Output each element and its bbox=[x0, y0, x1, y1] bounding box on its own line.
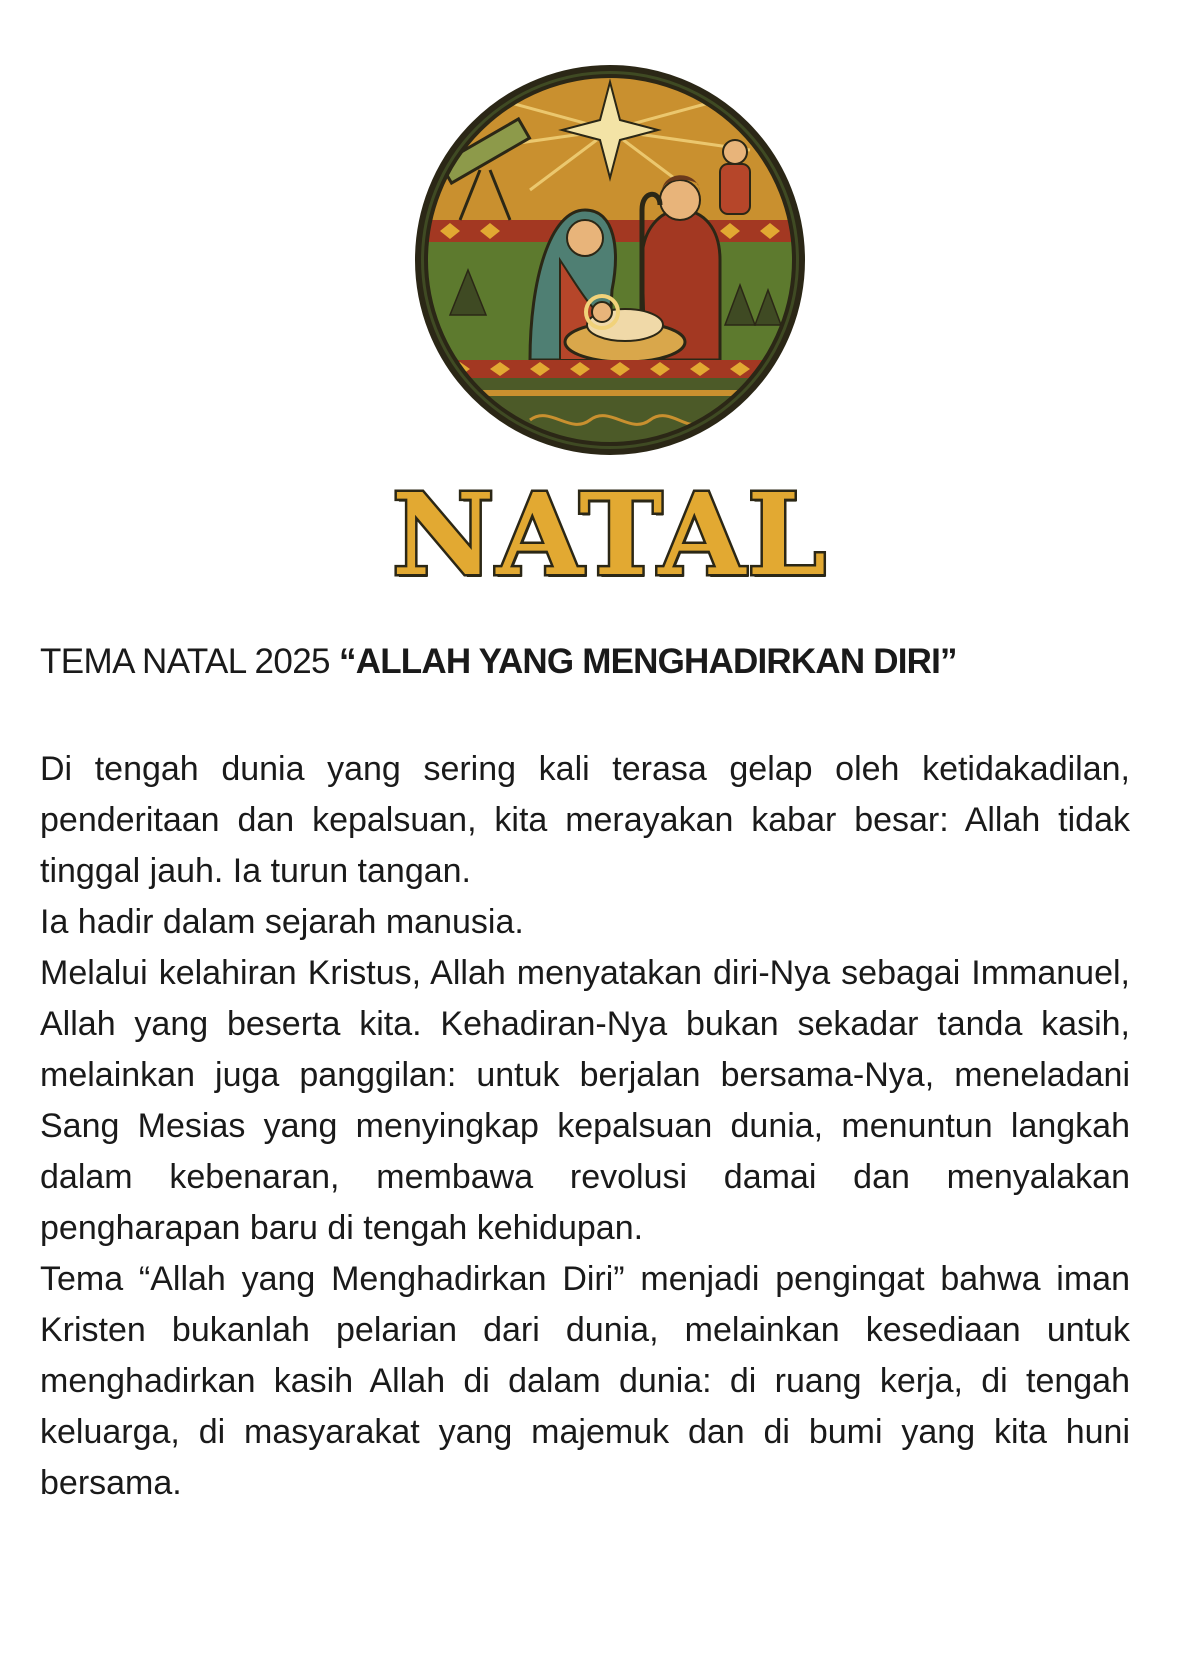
paragraph: Melalui kelahiran Kristus, Allah menyatakan diri-Nya sebagai Immanuel, Allah yang beserta kita. Kehadiran-Nya bukan sekadar tanda kasih, melainkan juga panggilan: untuk berjalan bersama-Nya, meneladani Sang Mesias yang menyingkap kepalsuan dunia, menuntun langkah dalam kebenaran, membawa revolusi damai dan menyalakan pengharapan baru di tengah kehidupan. bbox=[40, 954, 1130, 1247]
paragraph: Di tengah dunia yang sering kali terasa gelap oleh ketidakadilan, penderitaan dan kepalsuan, kita merayakan kabar besar: Allah tidak tinggal jauh. Ia turun tangan. bbox=[40, 750, 1130, 890]
paragraph: Tema “Allah yang Menghadirkan Diri” menjadi pengingat bahwa iman Kristen bukanlah pelarian dari dunia, melainkan kesediaan untuk menghadirkan kasih Allah di dalam dunia: di ruang kerja, di tengah keluarga, di masyarakat yang majemuk dan di bumi yang kita huni bersama. bbox=[40, 1260, 1130, 1502]
natal-wordmark: NATAL bbox=[391, 470, 828, 601]
theme-prefix: TEMA NATAL 2025 bbox=[40, 642, 340, 681]
natal-logo bbox=[380, 60, 840, 601]
theme-title bbox=[40, 640, 1150, 684]
paragraph: Ia hadir dalam sejarah manusia. bbox=[40, 903, 524, 941]
nativity-emblem-icon bbox=[380, 60, 840, 460]
theme-description bbox=[40, 744, 1130, 1509]
theme-name: “ALLAH YANG MENGHADIRKAN DIRI” bbox=[339, 642, 957, 681]
